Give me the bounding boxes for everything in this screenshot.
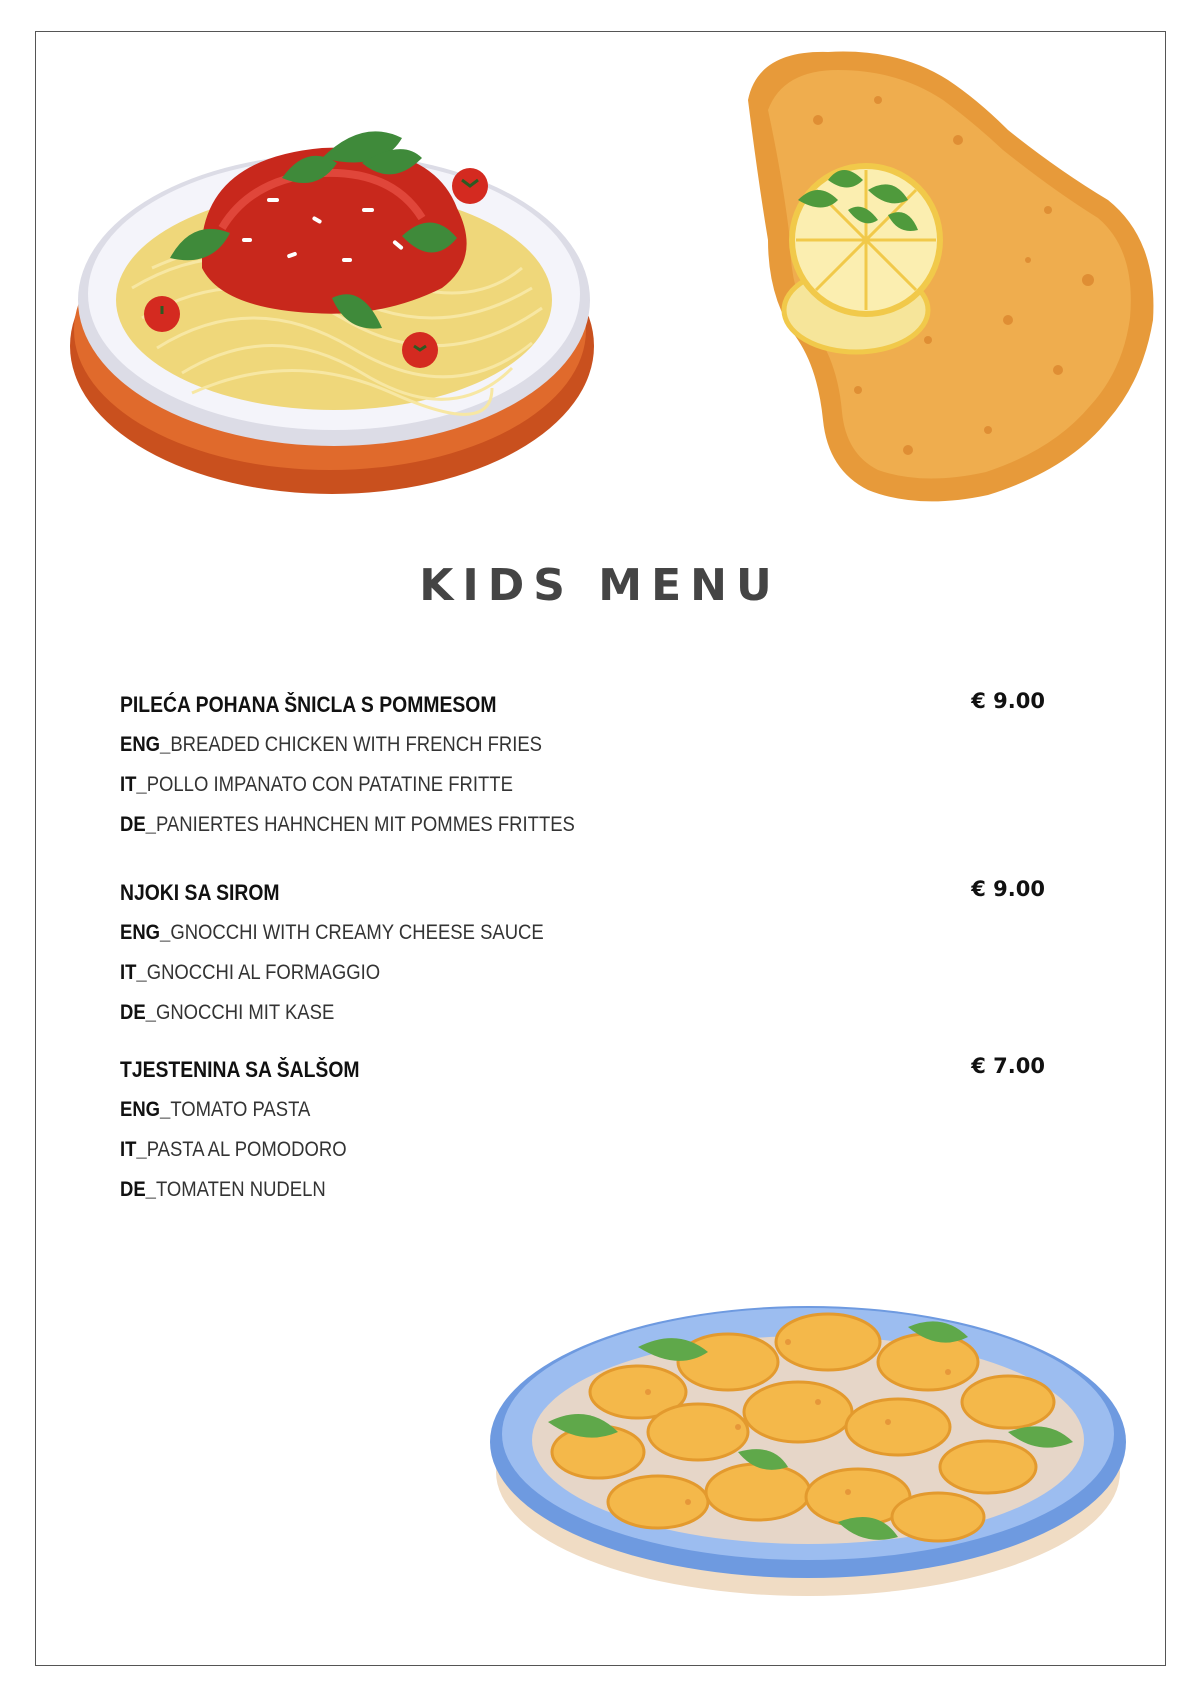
translation-it: [120, 770, 934, 800]
lang-code: IT_: [120, 773, 147, 796]
lang-text: TOMATO PASTA: [170, 1098, 311, 1121]
lang-code: ENG_: [120, 921, 171, 944]
gnocchi-illustration: [488, 1282, 1128, 1604]
translation-eng: [120, 1095, 934, 1125]
menu-item: [120, 1055, 1045, 1205]
lang-text: GNOCCHI AL FORMAGGIO: [146, 961, 381, 984]
schnitzel-illustration: [728, 40, 1168, 510]
item-name: TJESTENINA SA ŠALŠOM: [120, 1057, 360, 1082]
translation-de: [120, 998, 934, 1028]
translation-de: [120, 810, 934, 840]
lang-text: GNOCCHI WITH CREAMY CHEESE SAUCE: [170, 921, 544, 944]
lang-code: IT_: [120, 961, 147, 984]
lang-text: BREADED CHICKEN WITH FRENCH FRIES: [170, 733, 543, 756]
translation-eng: [120, 730, 934, 760]
lang-text: TOMATEN NUDELN: [155, 1178, 326, 1201]
translation-it: [120, 1135, 934, 1165]
spaghetti-illustration: [62, 118, 610, 500]
translation-it: [120, 958, 934, 988]
lang-text: PANIERTES HAHNCHEN MIT POMMES FRITTES: [155, 813, 575, 836]
lang-text: GNOCCHI MIT KASE: [155, 1001, 335, 1024]
lang-code: IT_: [120, 1138, 147, 1161]
item-price: € 9.00: [971, 689, 1045, 713]
translation-de: [120, 1175, 934, 1205]
menu-item: [120, 878, 1045, 1028]
translation-eng: [120, 918, 934, 948]
lang-code: DE_: [120, 813, 156, 836]
lang-text: PASTA AL POMODORO: [146, 1138, 347, 1161]
lang-text: POLLO IMPANATO CON PATATINE FRITTE: [146, 773, 513, 796]
lang-code: ENG_: [120, 733, 171, 756]
item-name: PILEĆA POHANA ŠNICLA S POMMESOM: [120, 692, 497, 717]
item-price: € 9.00: [971, 877, 1045, 901]
page-title: KIDS MENU: [419, 560, 781, 611]
lang-code: DE_: [120, 1178, 156, 1201]
menu-item: [120, 690, 1045, 840]
lang-code: DE_: [120, 1001, 156, 1024]
lang-code: ENG_: [120, 1098, 171, 1121]
item-price: € 7.00: [971, 1054, 1045, 1078]
item-name: NJOKI SA SIROM: [120, 880, 280, 905]
